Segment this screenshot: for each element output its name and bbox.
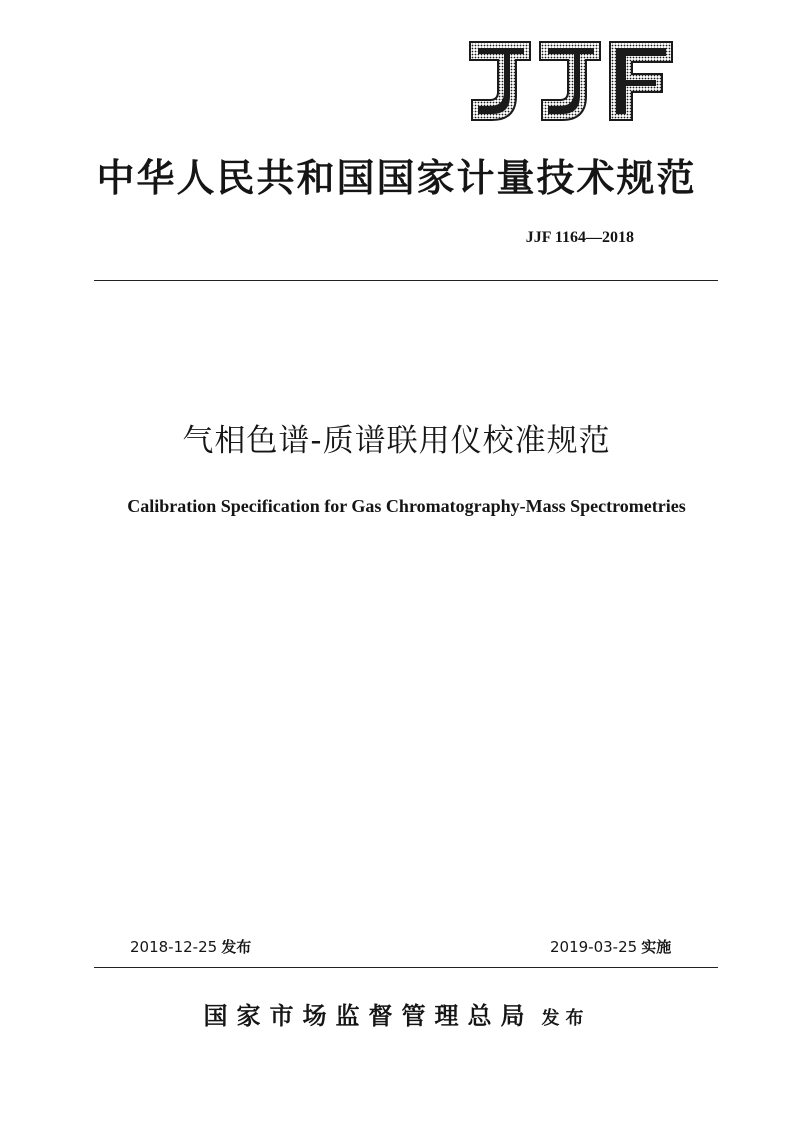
header-divider [94, 280, 718, 281]
standard-category-title: 中华人民共和国国家计量技术规范 [96, 155, 697, 200]
issue-label: 发布 [221, 938, 252, 956]
issue-date-row [130, 936, 251, 958]
footer-divider [94, 967, 718, 968]
implement-date: 2019-03-25 [550, 938, 638, 956]
publisher-line [0, 996, 793, 1039]
document-title-chinese: 气相色谱-质谱联用仪校准规范 [182, 423, 611, 459]
logo-letter-j2 [540, 42, 600, 120]
implement-date-row [550, 936, 671, 958]
publish-label: 发布 [541, 1008, 590, 1029]
document-title-english: Calibration Specification for Gas Chromatography-Mass Spectrometries [127, 496, 686, 516]
logo-letter-j1 [470, 42, 530, 120]
jjf-logo [468, 38, 674, 124]
logo-letter-f [610, 42, 672, 120]
issue-date: 2018-12-25 [130, 938, 218, 956]
standard-number: JJF 1164—2018 [525, 229, 634, 246]
publisher-name: 国家市场监督管理总局 [203, 1001, 534, 1030]
implement-label: 实施 [641, 938, 672, 956]
